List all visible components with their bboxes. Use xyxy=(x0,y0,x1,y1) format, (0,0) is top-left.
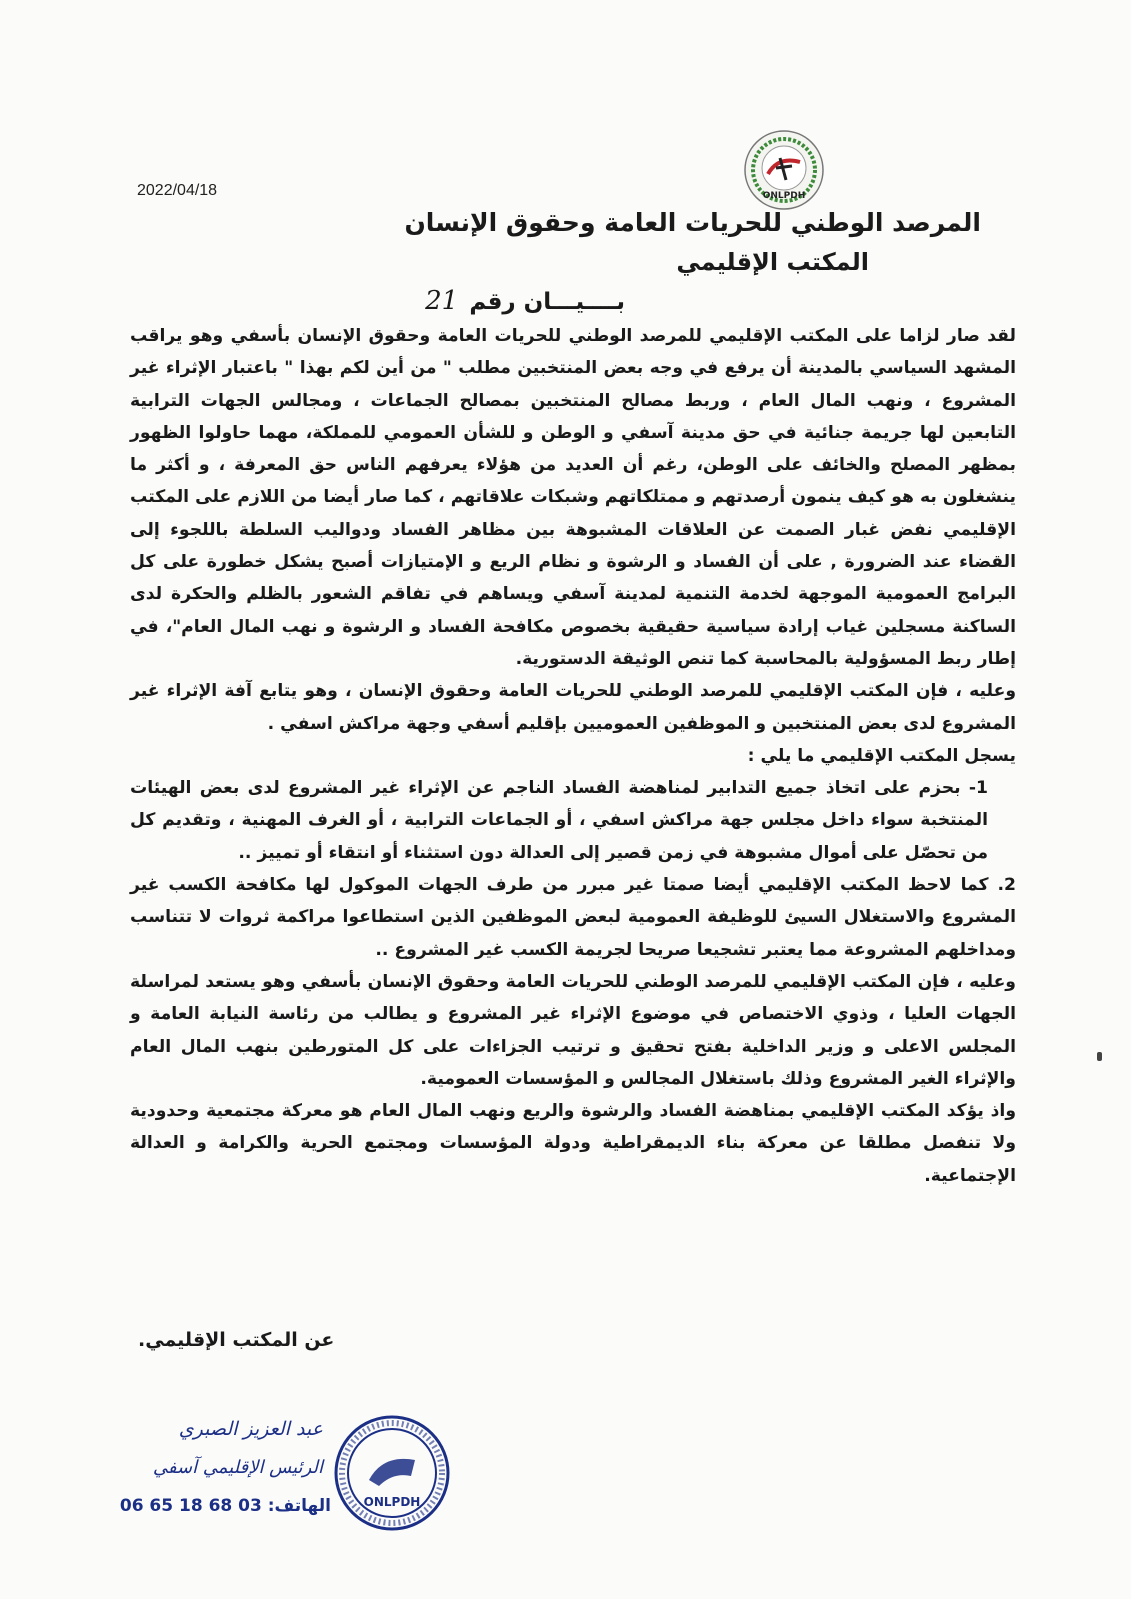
paragraph-therefore: وعليه ، فإن المكتب الإقليمي للمرصد الوطني للحريات العامة وحقوق الإنسان ، وهو يتابع آفة الإثراء غير المشروع لدى بعض المنتخبين و الموظفين العموميين بإقليم أسفي وجهة مراكش اسفي . xyxy=(130,681,1016,734)
document-date: 2022/04/18 xyxy=(137,182,218,199)
closing-line: عن المكتب الإقليمي. xyxy=(138,1329,335,1351)
organization-name: المرصد الوطني للحريات العامة وحقوق الإنسان xyxy=(404,208,981,237)
paragraph-records: يسجل المكتب الإقليمي ما يلي : xyxy=(747,745,1016,766)
signature-name: عبد العزيز الصبري xyxy=(178,1418,323,1440)
point-2: 2. كما لاحظ المكتب الإقليمي أيضا صمتا غير مبرر من طرف الجهات الموكول لها مكافحة الكسب غير المشروع والاستغلال السيئ للوظيفة العمومية لبعض الموظفين الذين استطاعوا مراكمة ثروات لا تتناسب ومداخلهم المشروعة مما يعتبر تشجيعا صريحا لجريمة الكسب غير المشروع .. xyxy=(130,875,1016,960)
point-1: 1- بحزم على اتخاذ جميع التدابير لمناهضة الفساد الناجم عن الإثراء غير المشروع لدى بعض الهيئات المنتخبة سواء داخل مجلس جهة مراكش اسفي ، أو الجماعات الترابية ، أو الغرف المهنية ، وتقديم كل من تحصّل على أموال مشبوهة في زمن قصير إلى العدالة دون استثناء أو انتقاء أو تمييز .. xyxy=(130,778,988,863)
signature-title: الرئيس الإقليمي آسفي xyxy=(152,1457,323,1478)
paragraph-demands: وعليه ، فإن المكتب الإقليمي للمرصد الوطني للحريات العامة وحقوق الإنسان بأسفي وهو يستعد لمراسلة الجهات العليا ، وذوي الاختصاص في موضوع الإثراء غير المشروع و يطالب من رئاسة النيابة العامة و المجلس الاعلى و وزير الداخلية بفتح تحقيق و ترتيب الجزاءات على كل المتورطين بنهب المال العام والإثراء الغير المشروع وذلك باستغلال المجالس و المؤسسات العمومية. xyxy=(130,971,1016,1089)
paragraph-intro: لقد صار لزاما على المكتب الإقليمي للمرصد الوطني للحريات العامة وحقوق الإنسان بأسفي وهو يراقب المشهد السياسي بالمدينة أن يرفع في وجه بعض المنتخبين مطلب " من أين لكم بهذا " باعتبار الإثراء غير المشروع ، ونهب المال العام ، وربط مصالح المنتخبين بمصالح الجماعات ، ومجالس الجهات الترابية التابعين لها جريمة جنائية في حق مدينة آسفي و الوطن و للشأن العمومي للمملكة، مهما حاولوا الظهور بمظهر المصلح والخائف على الوطن، رغم أن العديد من هؤلاء يعرفهم الناس حق المعرفة ، و أكثر ما ينشغلون به هو كيف ينمون أرصدتهم و ممتلكاتهم وشبكات علاقاتهم ، كما صار أيضا من اللازم على المكتب الإقليمي نفض غبار الصمت عن العلاقات المشبوهة بين مظاهر الفساد ودواليب السلطة باللجوء إلى القضاء عند الضرورة , على أن الفساد و الرشوة و نظام الريع و الإمتيازات أصبح يشكل خطورة على كل البرامج العمومية الموجهة لخدمة التنمية لمدينة آسفي ويساهم في تفاقم الشعور بالظلم والحكرة لدى الساكنة مسجلين غياب إرادة سياسية حقيقية بخصوص مكافحة الفساد و الرشوة و نهب المال العام"، في إطار ربط المسؤولية بالمحاسبة كما تنص الوثيقة الدستورية. xyxy=(130,326,1016,669)
statement-heading xyxy=(395,286,625,316)
margin-mark xyxy=(1097,1052,1102,1061)
office-name: المكتب الإقليمي xyxy=(676,248,869,276)
organization-logo xyxy=(742,128,826,212)
paragraph-conclusion: واذ يؤكد المكتب الإقليمي بمناهضة الفساد والرشوة والريع ونهب المال العام هو معركة مجتمعية وحدودية ولا تنفصل مطلقا عن معركة بناء الديمقراطية ودولة المؤسسات ومجتمع الحرية والكرامة و العدالة الإجتماعية. xyxy=(130,1101,1016,1186)
statement-number: 21 xyxy=(425,286,459,316)
statement-label: بــــيـــان رقم xyxy=(469,289,625,315)
svg-text:ONLPDH: ONLPDH xyxy=(363,1495,421,1509)
svg-text:ONLPDH: ONLPDH xyxy=(762,191,806,201)
signature-phone: 06 65 18 68 03 :الهاتف xyxy=(119,1496,331,1516)
statement-body xyxy=(130,320,1016,1192)
official-seal xyxy=(333,1414,451,1532)
